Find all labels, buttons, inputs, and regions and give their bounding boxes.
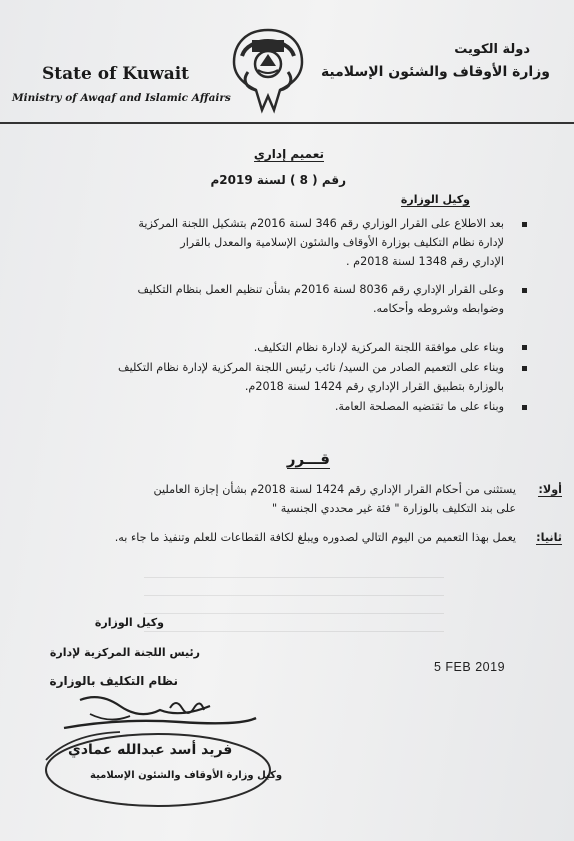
preamble-item-5 — [335, 397, 504, 416]
english-ministry-subtitle: Ministry of Awqaf and Islamic Affairs — [12, 92, 231, 104]
signer-role-line-1: وكيل الوزارة — [94, 616, 164, 629]
decision-second-text — [115, 528, 516, 547]
first-article-label: أولا: — [538, 483, 562, 496]
bullet-icon — [522, 366, 527, 371]
bleed-through-area — [144, 560, 444, 632]
decision-second-label — [536, 528, 562, 547]
decision-first-line-2: على بند التكليف بالوزارة " فئة غير محددي الجنسية " — [272, 502, 516, 515]
preamble-1-line-1: بعد الاطلاع على القرار الوزاري رقم 346 لسنة 2016م بتشكيل اللجنة المركزية — [138, 217, 504, 230]
bullet-icon — [522, 288, 527, 293]
circular-number: رقم ( 8 ) لسنة 2019م — [210, 173, 346, 187]
stamp-title: وكيل وزارة الأوقاف والشئون الإسلامية — [90, 770, 283, 781]
kuwait-emblem-icon — [228, 26, 308, 114]
second-article-label: ثانيا: — [536, 531, 562, 544]
stamp-name: فريد أسد عبدالله عمادي — [68, 742, 233, 758]
decision-first-text — [153, 480, 516, 518]
preamble-3-line-1: وبناء على موافقة اللجنة المركزية لإدارة نظام التكليف. — [253, 341, 504, 354]
bullet-icon — [522, 222, 527, 227]
issuer-heading: وكيل الوزارة — [400, 193, 470, 206]
bullet-icon — [522, 345, 527, 350]
preamble-1-line-2: لإدارة نظام التكليف بوزارة الأوقاف والشئون الإسلامية والمعدل بالقرار — [180, 236, 504, 249]
preamble-4-line-1: وبناء على التعميم الصادر من السيد/ نائب رئيس اللجنة المركزية لإدارة نظام التكليف — [117, 361, 504, 374]
preamble-item-2 — [138, 280, 505, 318]
decision-second-line: يعمل بهذا التعميم من اليوم التالي لصدوره ويبلغ لكافة القطاعات للعلم وتنفيذ ما جاء به. — [114, 531, 516, 544]
signer-role-line-3: نظام التكليف بالوزارة — [49, 674, 178, 688]
preamble-item-1 — [138, 214, 504, 271]
header-divider — [0, 122, 574, 124]
official-stamp-oval-icon — [40, 720, 283, 812]
preamble-item-4 — [118, 358, 504, 396]
preamble-2-line-1: وعلى القرار الإداري رقم 8036 لسنة 2016م بشأن تنظيم العمل بنظام التكليف — [137, 283, 504, 296]
arabic-country-title: دولة الكويت — [454, 42, 530, 57]
bullet-icon — [522, 405, 527, 410]
signer-role-line-2: رئيس اللجنة المركزية لإدارة — [49, 646, 200, 659]
preamble-4-line-2: بالوزارة بتطبيق القرار الإداري رقم 1424 لسنة 2018م. — [244, 380, 504, 393]
arabic-ministry-title: وزارة الأوقاف والشئون الإسلامية — [320, 64, 550, 80]
decision-first-label — [538, 480, 562, 499]
circular-title: تعميم إداري — [253, 147, 324, 161]
decision-first-line-1: يستثنى من أحكام القرار الإداري رقم 1424 لسنة 2018م بشأن إجازة العاملين — [153, 483, 516, 496]
english-country-title: State of Kuwait — [42, 64, 190, 84]
preamble-2-line-2: وضوابطه وشروطه وأحكامه. — [372, 302, 504, 315]
preamble-5-line-1: وبناء على ما تقتضيه المصلحة العامة. — [334, 400, 504, 413]
preamble-item-3 — [254, 338, 504, 357]
received-date-stamp: 5 FEB 2019 — [434, 660, 506, 674]
preamble-1-line-3: الإداري رقم 1348 لسنة 2018م . — [346, 255, 504, 268]
decision-heading: قـــرر — [286, 450, 330, 468]
